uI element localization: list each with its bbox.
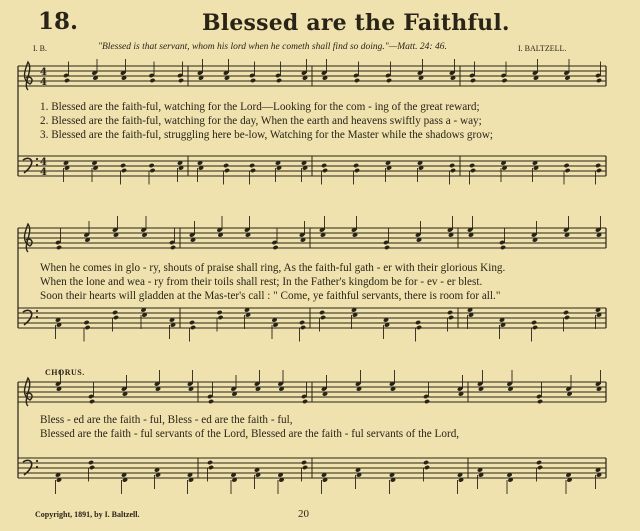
notehead	[501, 78, 507, 83]
bass-clef-dot	[36, 316, 38, 318]
notehead	[564, 168, 570, 173]
copyright: Copyright, 1891, by I. Baltzell.	[35, 510, 140, 519]
notehead	[120, 163, 126, 168]
notehead	[302, 399, 308, 404]
time-signature-bottom: 4	[40, 167, 47, 178]
verse-2-line-2: When the lone and wea - ry from their toils shall rest; In the Father's kingdom be for - ev - er blest.	[40, 276, 483, 288]
notehead	[500, 245, 506, 250]
lyricist-credit: I. B.	[33, 44, 47, 53]
time-signature-bottom: 4	[40, 77, 47, 88]
bass-clef-dot	[36, 158, 38, 160]
notehead	[89, 465, 95, 470]
chorus-lyric-2: Blessed are the faith - ful servants of the Lord, Blessed are the faith - ful servants of the Lord,	[40, 428, 460, 440]
page-number: 20	[298, 508, 309, 520]
notehead	[178, 78, 184, 83]
notehead	[447, 310, 453, 315]
notehead	[217, 315, 223, 320]
notehead	[531, 320, 537, 325]
notehead	[322, 168, 328, 173]
notehead	[190, 325, 196, 330]
notehead	[423, 460, 429, 465]
notehead	[64, 78, 70, 83]
notehead	[224, 168, 230, 173]
notehead	[449, 163, 455, 168]
notehead	[536, 460, 542, 465]
bass-clef-dot	[36, 460, 38, 462]
notehead	[170, 245, 176, 250]
notehead	[149, 78, 155, 83]
verse-3-line-1: 3. Blessed are the faith-ful, struggling here be-low, Watching for the Master while the shadows grow;	[40, 129, 494, 141]
notehead	[208, 399, 214, 404]
notehead	[537, 399, 543, 404]
notehead	[537, 465, 543, 470]
chorus-lyric-1: Bless - ed are the faith - ful, Bless - ed are the faith - ful,	[40, 414, 293, 426]
notehead	[83, 320, 89, 325]
notehead	[448, 315, 454, 320]
notehead	[424, 465, 430, 470]
notehead	[207, 460, 213, 465]
notehead	[470, 78, 476, 83]
notehead	[596, 168, 602, 173]
notehead	[469, 163, 475, 168]
notehead	[112, 310, 118, 315]
notehead	[300, 325, 306, 330]
verse-3-line-2: Soon their hearts will gladden at the Mas-ter's call : " Come, ye faithful servants, there is room for all."	[40, 290, 501, 302]
notehead	[113, 315, 119, 320]
chorus-label: CHORUS.	[45, 368, 85, 377]
notehead	[208, 465, 214, 470]
notehead	[386, 78, 392, 83]
notehead	[216, 310, 222, 315]
hymn-number: 18.	[38, 8, 79, 35]
notehead	[415, 320, 421, 325]
notehead	[470, 168, 476, 173]
scripture-quote: "Blessed is that servant, whom his lord when he cometh shall find so doing."—Matt. 24: 46.	[98, 42, 447, 52]
notehead	[354, 168, 360, 173]
bass-clef-dot	[36, 310, 38, 312]
notehead	[56, 245, 62, 250]
notehead	[189, 320, 195, 325]
notehead	[319, 310, 325, 315]
notehead	[353, 163, 359, 168]
bass-clef-dot	[36, 164, 38, 166]
notehead	[563, 310, 569, 315]
notehead	[384, 245, 390, 250]
notehead	[250, 78, 256, 83]
notehead	[121, 168, 127, 173]
notehead	[299, 320, 305, 325]
verse-2-line-1: 2. Blessed are the faith-ful, watching for the day, When the earth and heavens swiftly pass a - way;	[40, 115, 482, 127]
notehead	[416, 325, 422, 330]
notehead	[450, 168, 456, 173]
notehead	[249, 163, 255, 168]
notehead	[149, 168, 155, 173]
notehead	[84, 325, 90, 330]
hymn-title: Blessed are the Faithful.	[202, 10, 510, 36]
notehead	[596, 78, 602, 83]
notehead	[563, 163, 569, 168]
bass-clef-dot	[36, 466, 38, 468]
notehead	[595, 163, 601, 168]
verse-1-line-1: 1. Blessed are the faith-ful, watching for the Lord—Looking for the com - ing of the great reward;	[40, 101, 480, 113]
notehead	[302, 465, 308, 470]
composer-credit: I. BALTZELL.	[518, 44, 567, 53]
time-signature-top: 4	[40, 157, 47, 168]
notehead	[532, 325, 538, 330]
notehead	[354, 78, 360, 83]
notehead	[223, 163, 229, 168]
notehead	[301, 460, 307, 465]
notehead	[276, 78, 282, 83]
notehead	[89, 399, 95, 404]
notehead	[564, 315, 570, 320]
notehead	[148, 163, 154, 168]
notehead	[272, 245, 278, 250]
time-signature-top: 4	[40, 67, 47, 78]
notehead	[424, 399, 430, 404]
notehead	[250, 168, 256, 173]
notehead	[88, 460, 94, 465]
verse-1-line-2: When he comes in glo - ry, shouts of praise shall ring, As the faith-ful gath - er with their glorious King.	[40, 262, 506, 274]
notehead	[320, 315, 326, 320]
notehead	[321, 163, 327, 168]
